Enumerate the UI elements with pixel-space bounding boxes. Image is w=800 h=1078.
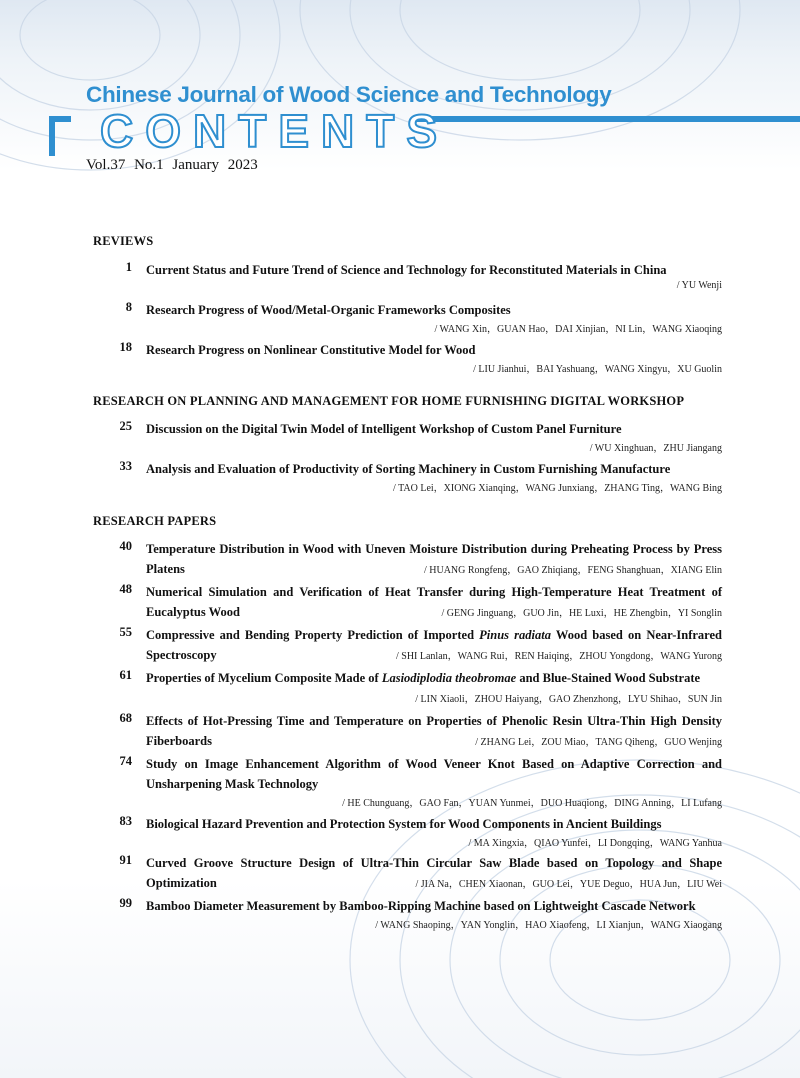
article-authors: / HE Chunguang，GAO Fan，YUAN Yunmei，DUO Huaqiong，DING Anning，LI Lufang <box>342 798 722 809</box>
page-number: 91 <box>119 853 132 867</box>
article-title: Discussion on the Digital Twin Model of Intelligent Workshop of Custom Panel Furniture <box>146 422 622 436</box>
title-part: Wood based on Near-Infrared Spectroscopy <box>146 628 722 662</box>
article-authors: / MA Xingxia，QIAO Yunfei，LI Dongqing，WANG Yanhua <box>468 838 722 849</box>
section-heading-reviews: REVIEWS <box>93 234 154 248</box>
article-authors: / YU Wenji <box>676 280 722 291</box>
page-number: 61 <box>119 668 132 682</box>
page-number: 40 <box>119 539 132 553</box>
page-number: 8 <box>125 300 132 314</box>
page-number: 25 <box>119 419 132 433</box>
article-title: Curved Groove Structure Design of Ultra-Thin Circular Saw Blade based on Topology and Shape Optimization <box>146 856 722 890</box>
page-number: 83 <box>119 814 132 828</box>
article-title: Research Progress on Nonlinear Constitutive Model for Wood <box>146 343 476 357</box>
page-number: 18 <box>119 340 132 354</box>
article-authors: / WU Xinghuan，ZHU Jiangang <box>589 443 722 454</box>
article-title: Numerical Simulation and Verification of Heat Transfer during High-Temperature Heat Treatment of Eucalyptus Wood <box>146 585 722 619</box>
page-number: 33 <box>119 459 132 473</box>
page-number: 1 <box>125 260 132 274</box>
article-title: Temperature Distribution in Wood with Uneven Moisture Distribution during Preheating Process by Press Platens <box>146 542 722 576</box>
contents-label: CONTENTS <box>100 105 449 157</box>
article-title: Study on Image Enhancement Algorithm of Wood Veneer Knot Based on Adaptive Correction and Unsharpening Mask Technology <box>146 757 722 791</box>
page-number: 99 <box>119 896 132 910</box>
article-title: Effects of Hot-Pressing Time and Temperature on Properties of Phenolic Resin Ultra-Thin High Density Fiberboards <box>146 714 722 748</box>
article-authors: / ZHANG Lei，ZOU Miao，TANG Qiheng，GUO Wenjing <box>475 737 722 748</box>
page-number: 68 <box>119 711 132 725</box>
page-number: 74 <box>119 754 132 768</box>
page-number: 48 <box>119 582 132 596</box>
article-title: Research Progress of Wood/Metal-Organic Frameworks Composites <box>146 303 511 317</box>
article-title: Current Status and Future Trend of Science and Technology for Reconstituted Materials in China <box>146 263 667 277</box>
article-authors: / SHI Lanlan，WANG Rui，REN Haiqing，ZHOU Yongdong，WANG Yurong <box>395 651 722 662</box>
article-authors: / HUANG Rongfeng，GAO Zhiqiang，FENG Shanghuan，XIANG Elin <box>423 565 722 576</box>
species-name: Pinus radiata <box>479 628 551 642</box>
article-authors: / WANG Shaoping，YAN Yonglin，HAO Xiaofeng，LI Xianjun，WANG Xiaogang <box>375 920 722 931</box>
page-number: 55 <box>119 625 132 639</box>
article-authors: / LIU Jianhui，BAI Yashuang，WANG Xingyu，XU Guolin <box>473 364 722 375</box>
species-name: Lasiodiplodia theobromae <box>381 671 517 685</box>
article-authors: / GENG Jinguang，GUO Jin，HE Luxi，HE Zhengbin，YI Songlin <box>441 608 722 619</box>
article-authors: / TAO Lei，XIONG Xianqing，WANG Junxiang，ZHANG Ting，WANG Bing <box>392 483 722 494</box>
article-authors: / WANG Xin，GUAN Hao，DAI Xinjian，NI Lin，WANG Xiaoqing <box>434 324 722 335</box>
section-heading-digital-workshop: RESEARCH ON PLANNING AND MANAGEMENT FOR HOME FURNISHING DIGITAL WORKSHOP <box>93 394 685 408</box>
journal-title: Chinese Journal of Wood Science and Technology <box>86 82 612 107</box>
article-title <box>146 668 722 688</box>
title-part: and Blue-Stained Wood Substrate <box>516 671 701 685</box>
article-title: Analysis and Evaluation of Productivity of Sorting Machinery in Custom Furnishing Manufacture <box>146 462 671 476</box>
title-part: Properties of Mycelium Composite Made of <box>146 671 382 685</box>
section-heading-research-papers: RESEARCH PAPERS <box>93 514 217 528</box>
article-authors: / JIA Na，CHEN Xiaonan，GUO Lei，YUE Deguo，HUA Jun，LIU Wei <box>415 879 722 890</box>
article-authors: / LIN Xiaoli，ZHOU Haiyang，GAO Zhenzhong，LYU Shihao，SUN Jin <box>415 694 722 705</box>
article-title: Bamboo Diameter Measurement by Bamboo-Ripping Machine based on Lightweight Cascade Network <box>146 899 696 913</box>
title-part: Compressive and Bending Property Prediction of Imported <box>146 628 480 642</box>
issue-info: Vol.37 No.1 January 2023 <box>86 157 258 173</box>
article-title: Biological Hazard Prevention and Protection System for Wood Components in Ancient Buildings <box>146 817 662 831</box>
